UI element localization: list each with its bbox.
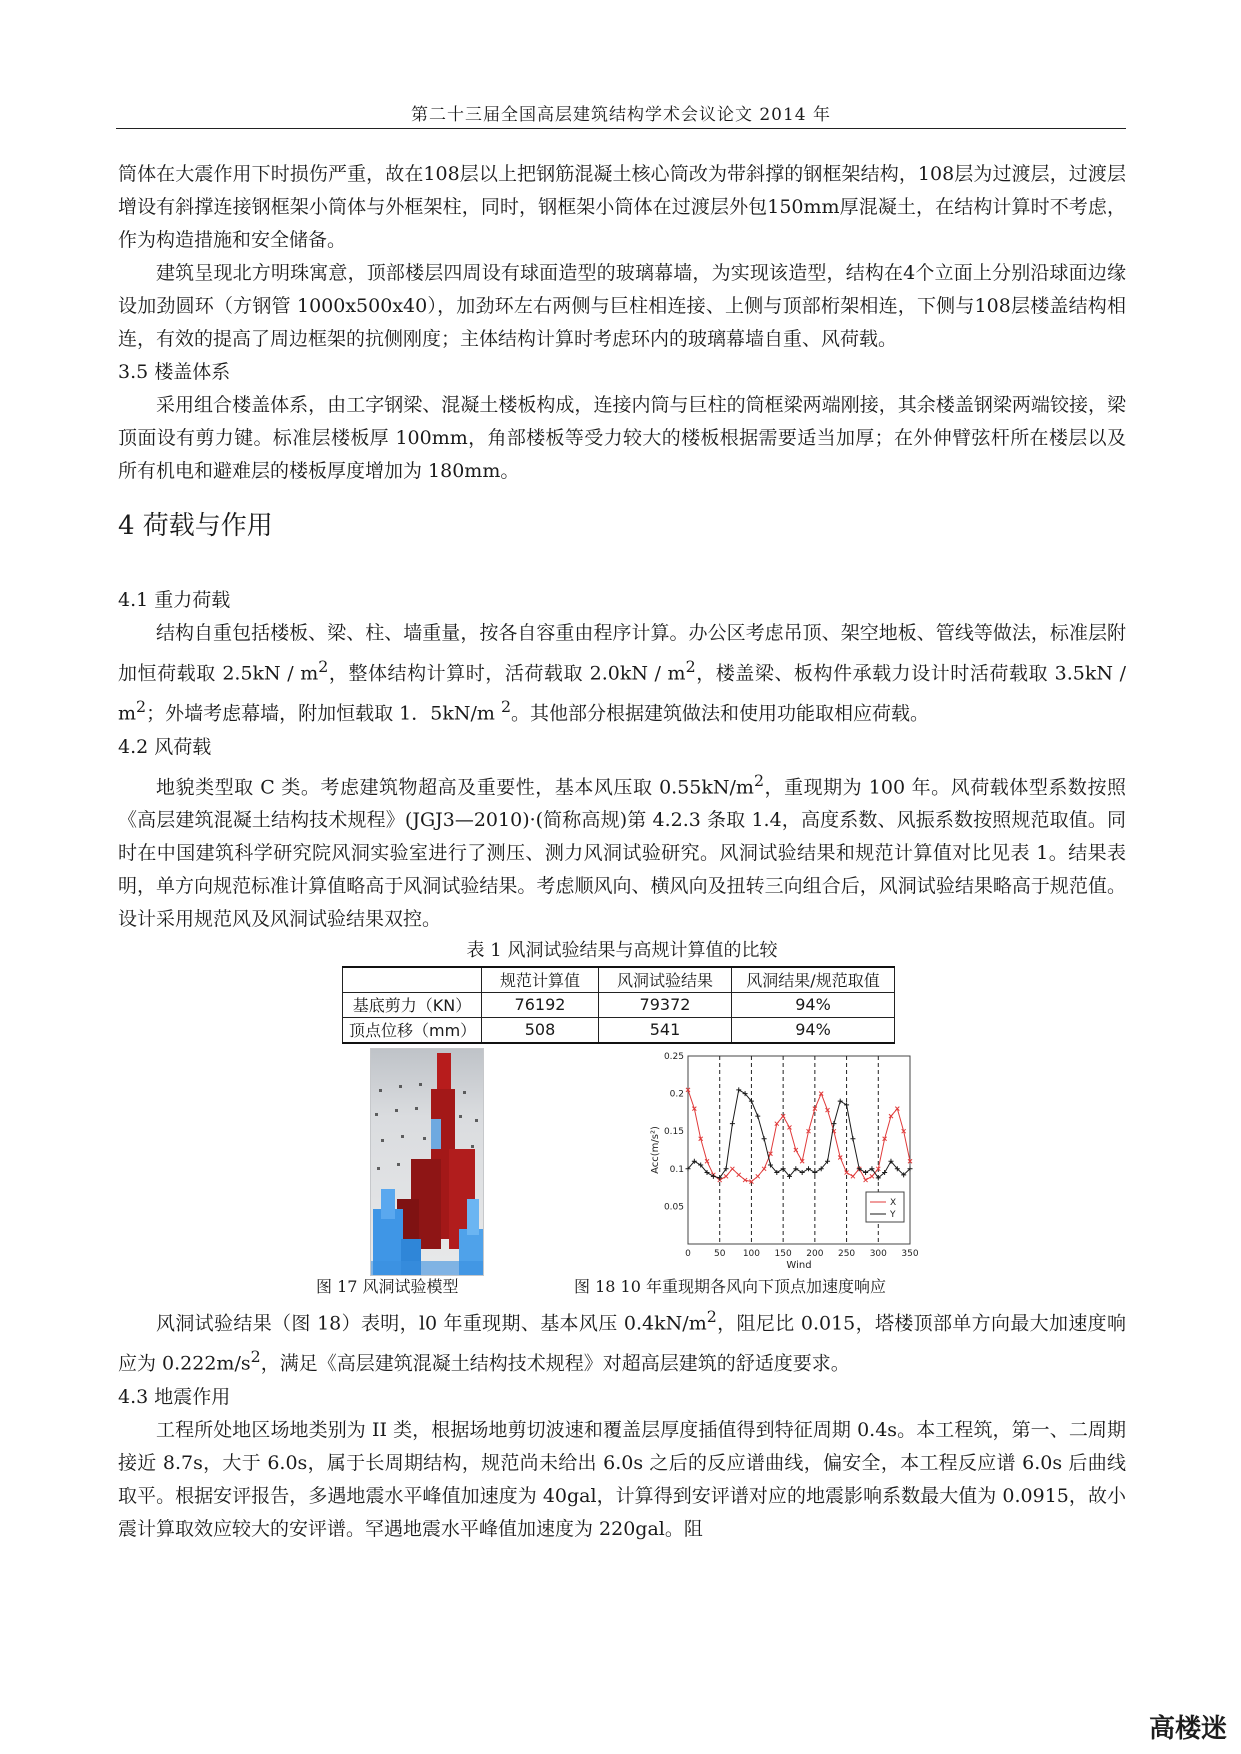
y-tick-label: 0.25 bbox=[663, 1051, 684, 1062]
x-tick-label: 100 bbox=[742, 1248, 761, 1259]
data-point bbox=[800, 1170, 805, 1175]
figure-caption: 图 18 10 年重现期各风向下顶点加速度响应 bbox=[574, 1276, 886, 1296]
y-tick-label: 0.1 bbox=[669, 1164, 684, 1175]
text: 。其他部分根据建筑做法和使用功能取相应荷载。 bbox=[511, 702, 930, 725]
text: ，满足《高层建筑混凝土结构技术规程》对超高层建筑的舒适度要求。 bbox=[260, 1352, 850, 1375]
section-heading: 3.5 楼盖体系 bbox=[118, 361, 231, 383]
x-tick-label: 350 bbox=[901, 1248, 919, 1259]
data-point bbox=[844, 1102, 849, 1107]
running-header: 第二十三届全国高层建筑结构学术会议论文 2014 年 bbox=[410, 105, 832, 125]
text: 风洞试验结果（图 18）表明，l0 年重现期、基本风压 0.4kN/m bbox=[156, 1312, 707, 1335]
comparison-table bbox=[342, 966, 895, 1044]
chapter-heading: 4 荷载与作用 bbox=[118, 511, 273, 541]
x-tick-label: 250 bbox=[837, 1248, 856, 1259]
superscript: 2 bbox=[753, 770, 765, 790]
text: 地貌类型取 C 类。考虑建筑物超高及重要性，基本风压取 0.55kN/m bbox=[156, 775, 754, 798]
table-cell: 顶点位移（mm） bbox=[343, 1017, 482, 1043]
y-tick-label: 0.05 bbox=[663, 1202, 684, 1213]
data-point bbox=[737, 1173, 741, 1177]
data-point bbox=[838, 1099, 843, 1104]
table-header-row bbox=[343, 967, 895, 993]
section-heading: 4.1 重力荷载 bbox=[118, 589, 231, 611]
data-point bbox=[730, 1167, 734, 1171]
paragraph: 采用组合楼盖体系，由工字钢梁、混凝土楼板构成，连接内筒与巨柱的筒框梁两端刚接，其余楼盖钢梁两端铰接，梁顶面设有剪力键。标准层楼板厚 100mm，角部楼板等受力较大的楼板根据需要适当加厚；在外伸臂弦杆所在楼层以及所有机电和避难层的楼板厚度增加为 180mm。 bbox=[118, 394, 1126, 482]
y-axis-label: Acc(m/s²) bbox=[650, 1126, 661, 1174]
data-point bbox=[730, 1121, 735, 1126]
data-point bbox=[812, 1170, 817, 1175]
data-point bbox=[819, 1092, 823, 1096]
paragraph: 工程所处地区场地类别为 II 类，根据场地剪切波速和覆盖层厚度插值得到特征周期 0.4s。本工程筑，第一、二周期接近 8.7s，大于 6.0s，属于长周期结构，规范尚未给出 6.0s 之后的反应谱曲线，偏安全，本工程反应谱 6.0s 后曲线取平。根据安评报告，多遇地震水平峰值加速度为 40gal，计算得到安评谱对应的地震影响系数最大值为 0.0915，故小震计算取效应较大的安评谱。罕遇地震水平峰值加速度为 220gal。阻 bbox=[118, 1418, 1126, 1540]
section-heading: 4.2 风荷载 bbox=[118, 735, 212, 758]
y-tick-label: 0.15 bbox=[663, 1127, 684, 1138]
text: ，阻尼比 0.015，塔楼顶部单方向最大加速度响应为 0.222m/s bbox=[118, 1312, 1127, 1375]
paragraph bbox=[118, 764, 1126, 936]
page-body bbox=[118, 158, 1126, 1546]
data-point bbox=[762, 1167, 766, 1171]
text: ，重现期为 100 年。风荷载体型系数按照《高层建筑混凝土结构技术规程》(JGJ3—2010)·(简称高规)第 4.2.3 条取 1.4，高度系数、风振系数按照规范取值。同时在中国建筑科学研究院风洞实验室进行了测压、测力风洞试验研究。风洞试验结果和规范计算值对比见表 1。结果表明，单方向规范标准计算值略高于风洞试验结果。考虑顺风向、横风向及扭转三向组合后，风洞试验结果略高于规范值。设计采用规范风及风洞试验结果双控。 bbox=[118, 775, 1126, 930]
paragraph bbox=[118, 617, 1126, 731]
data-point bbox=[762, 1136, 767, 1141]
x-axis-label: Wind bbox=[786, 1259, 812, 1271]
data-point bbox=[711, 1174, 716, 1179]
table-cell: 76192 bbox=[482, 992, 599, 1017]
x-tick-label: 0 bbox=[685, 1248, 691, 1259]
data-point bbox=[864, 1178, 868, 1182]
table-caption: 表 1 风洞试验结果与高规计算值的比较 bbox=[466, 939, 778, 961]
table-row bbox=[343, 992, 895, 1017]
paragraph bbox=[118, 1300, 1126, 1381]
table-cell: 541 bbox=[599, 1017, 732, 1043]
table-header bbox=[343, 967, 482, 993]
data-point bbox=[736, 1087, 741, 1092]
text: 结构自重包括楼板、梁、柱、墙重量，按各自容重由程序计算。办公区考虑吊顶、架空地板、管线等做法，标准层附加恒荷载取 2.5kN / m bbox=[118, 622, 1126, 685]
legend-label: Y bbox=[890, 1209, 896, 1220]
table-row bbox=[343, 1017, 895, 1043]
superscript: 2 bbox=[706, 1306, 717, 1326]
table-cell: 94% bbox=[732, 1017, 895, 1043]
superscript: 2 bbox=[318, 657, 329, 676]
paragraph: 建筑呈现北方明珠寓意，顶部楼层四周设有球面造型的玻璃幕墙，为实现该造型，结构在4个立面上分别沿球面边缘设加劲圆环（方钢管 1000x500x40），加劲环左右两侧与巨柱相连接、上侧与顶部桁架相连，下侧与108层楼盖结构相连，有效的提高了周边框架的抗侧刚度；主体结构计算时考虑环内的玻璃幕墙自重、风荷载。 bbox=[118, 262, 1126, 350]
data-point bbox=[724, 1174, 728, 1178]
figure-row bbox=[118, 1048, 1126, 1300]
data-point bbox=[863, 1170, 868, 1175]
x-tick-label: 200 bbox=[806, 1248, 824, 1259]
data-point bbox=[755, 1114, 760, 1119]
model-photo-illustration bbox=[371, 1049, 483, 1275]
section-heading: 4.3 地震作用 bbox=[118, 1385, 231, 1408]
superscript: 2 bbox=[136, 697, 147, 717]
superscript: 2 bbox=[685, 657, 696, 676]
table-cell: 94% bbox=[732, 992, 895, 1017]
text: ，楼盖梁、板构件承载力设计时活荷载取 3.5kN / m bbox=[118, 662, 1126, 725]
x-tick-label: 300 bbox=[869, 1248, 887, 1259]
data-point bbox=[756, 1174, 760, 1178]
wind-tunnel-model-photo bbox=[370, 1048, 484, 1276]
legend-box bbox=[866, 1192, 904, 1222]
table-header: 风洞试验结果 bbox=[599, 967, 732, 993]
series-line bbox=[688, 1090, 910, 1178]
header-rule bbox=[116, 128, 1126, 129]
data-point bbox=[806, 1166, 811, 1171]
table-header: 规范计算值 bbox=[482, 967, 599, 993]
figure-caption: 图 17 风洞试验模型 bbox=[316, 1276, 459, 1296]
table-cell: 79372 bbox=[599, 992, 732, 1017]
x-tick-label: 150 bbox=[774, 1248, 792, 1259]
x-tick-label: 50 bbox=[713, 1248, 726, 1259]
data-point bbox=[851, 1174, 855, 1178]
site-watermark-logo: 高楼迷 bbox=[1148, 1714, 1227, 1744]
superscript: 2 bbox=[250, 1347, 261, 1367]
y-tick-label: 0.2 bbox=[669, 1089, 684, 1100]
acceleration-chart bbox=[548, 1048, 1018, 1280]
superscript: 2 bbox=[500, 697, 512, 717]
paragraph: 筒体在大震作用下时损伤严重，故在108层以上把钢筋混凝土核心筒改为带斜撑的钢框架结构，108层为过渡层，过渡层增设有斜撑连接钢框架小筒体与外框架柱，同时，钢框架小筒体在过渡层外包150mm厚混凝土，在结构计算时不考虑，作为构造措施和安全储备。 bbox=[118, 163, 1126, 251]
data-point bbox=[850, 1136, 855, 1141]
data-point bbox=[870, 1174, 874, 1178]
acceleration-chart-svg bbox=[548, 1048, 1018, 1280]
table-cell: 508 bbox=[482, 1017, 599, 1043]
table-cell: 基底剪力（KN） bbox=[343, 992, 482, 1017]
table-header: 风洞结果/规范取值 bbox=[732, 967, 895, 993]
legend-label: X bbox=[890, 1197, 897, 1208]
text: ，整体结构计算时，活荷载取 2.0kN / m bbox=[328, 662, 686, 685]
text: ；外墙考虑幕墙，附加恒载取 1．5kN/m bbox=[146, 702, 501, 725]
